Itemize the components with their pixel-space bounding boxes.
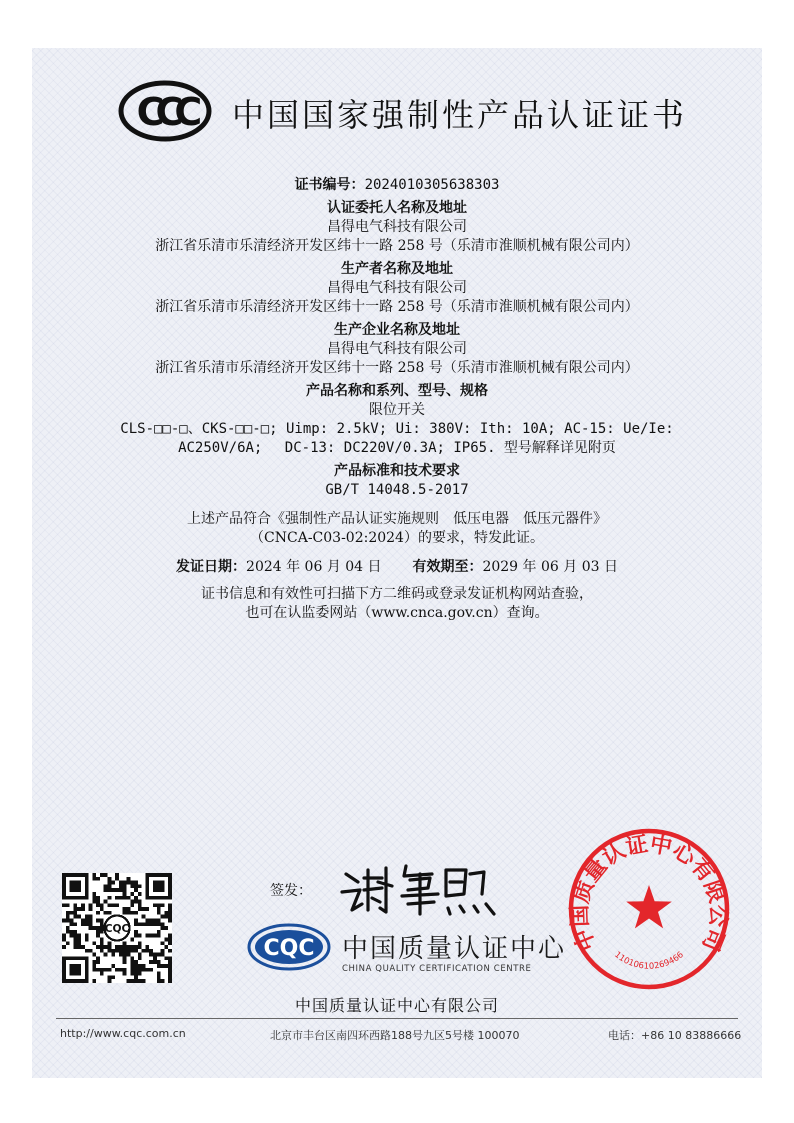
issue-date-label: 发证日期： <box>176 559 247 575</box>
footer-address: 北京市丰台区南四环西路188号九区5号楼 100070 <box>270 1029 520 1042</box>
factory-address: 浙江省乐清市乐清经济开发区纬十一路 258 号（乐清市淮顺机械有限公司内） <box>155 360 639 376</box>
manufacturer-address: 浙江省乐清市乐清经济开发区纬十一路 258 号（乐清市淮顺机械有限公司内） <box>155 299 639 315</box>
standard-value: GB/T 14048.5-2017 <box>325 482 469 498</box>
manufacturer-name: 昌得电气科技有限公司 <box>327 280 467 296</box>
certificate-number: 证书编号：2024010305638303 <box>294 177 500 193</box>
signature-label: 签发： <box>270 883 312 899</box>
factory-name: 昌得电气科技有限公司 <box>327 341 467 357</box>
footer-phone: 电话：+86 10 83886666 <box>608 1029 742 1042</box>
svg-text:CQC: CQC <box>263 936 315 961</box>
applicant-name: 昌得电气科技有限公司 <box>327 219 467 235</box>
svg-text:中国质量认证中心有限公司: 中国质量认证中心有限公司 <box>567 831 731 955</box>
product-spec-line2: AC250V/6A; DC-13: DC220V/0.3A; IP65. 型号解释详见附页 <box>178 440 616 456</box>
ccc-mark-logo <box>118 80 212 142</box>
svg-text:CQC: CQC <box>104 922 130 936</box>
cqc-name-chinese: 中国质量认证中心 <box>342 934 567 964</box>
cqc-logo <box>246 922 332 972</box>
svg-text:CCC: CCC <box>136 90 194 134</box>
product-spec-line1: CLS-□□-□、CKS-□□-□; Uimp: 2.5kV; Ui: 380V: Ith: 10A; AC-15: Ue/Ie: <box>120 421 674 437</box>
verification-line2: 也可在认监委网站（www.cnca.gov.cn）查询。 <box>245 605 549 621</box>
qr-code[interactable] <box>62 873 172 983</box>
svg-text:11010610269466: 11010610269466 <box>612 949 686 972</box>
valid-until-date: 2029 年 06 月 03 日 <box>482 559 618 575</box>
applicant-heading: 认证委托人名称及地址 <box>327 200 467 216</box>
compliance-line2: （CNCA-C03-02:2024）的要求，特发此证。 <box>250 530 544 546</box>
signature-image <box>334 852 504 922</box>
validity-dates <box>56 558 738 577</box>
product-heading: 产品名称和系列、型号、规格 <box>306 383 488 399</box>
issue-date: 2024 年 06 月 04 日 <box>246 559 382 575</box>
cqc-name-english: CHINA QUALITY CERTIFICATION CENTRE <box>342 964 532 974</box>
footer-website-link[interactable]: http://www.cqc.com.cn <box>60 1027 186 1040</box>
factory-heading: 生产企业名称及地址 <box>334 322 460 338</box>
official-seal-stamp <box>566 826 732 992</box>
valid-until-label: 有效期至： <box>412 559 483 575</box>
applicant-address: 浙江省乐清市乐清经济开发区纬十一路 258 号（乐清市淮顺机械有限公司内） <box>155 238 639 254</box>
certificate-body <box>56 176 738 623</box>
manufacturer-heading: 生产者名称及地址 <box>341 261 453 277</box>
certificate-title: 中国国家强制性产品认证证书 <box>232 96 688 134</box>
product-name: 限位开关 <box>369 402 425 418</box>
verification-line1: 证书信息和有效性可扫描下方二维码或登录发证机构网站查验， <box>201 586 593 602</box>
standard-heading: 产品标准和技术要求 <box>334 463 460 479</box>
compliance-line1: 上述产品符合《强制性产品认证实施规则 低压电器 低压元器件》 <box>187 511 607 527</box>
footer-divider <box>56 1018 738 1019</box>
issuing-company: 中国质量认证中心有限公司 <box>294 996 499 1015</box>
seal-star-icon <box>626 885 672 928</box>
